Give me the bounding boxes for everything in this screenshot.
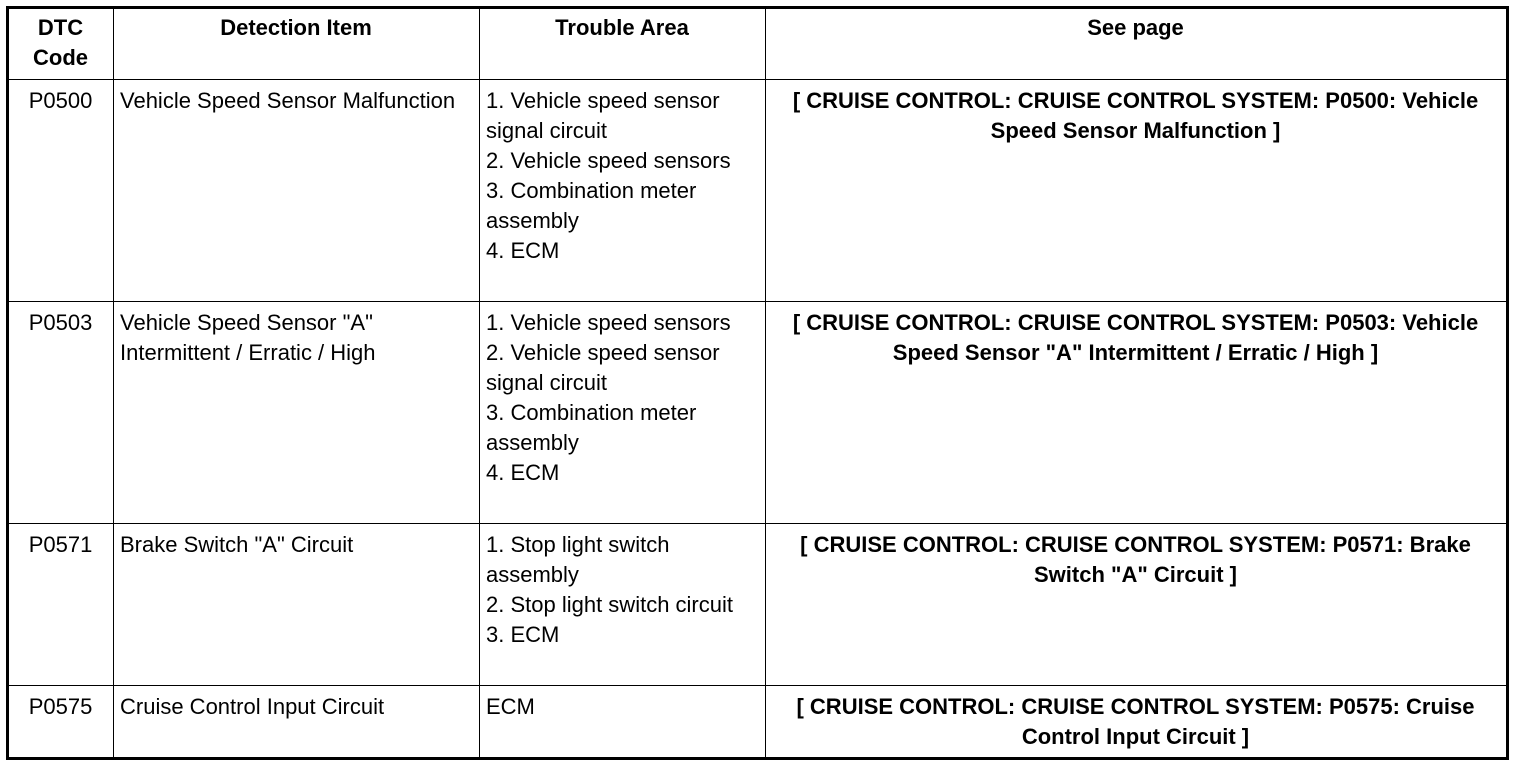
see-page-link[interactable]: [ CRUISE CONTROL: CRUISE CONTROL SYSTEM: P0500: Vehicle Speed Sensor Malfunction ] bbox=[792, 88, 1479, 143]
dtc-code-cell: P0500 bbox=[8, 80, 114, 302]
header-see-page: See page bbox=[766, 8, 1508, 80]
trouble-area-item: 1. Stop light switch assembly bbox=[486, 532, 670, 587]
detection-item-cell: Vehicle Speed Sensor Malfunction bbox=[114, 80, 480, 302]
trouble-area-item: 1. Vehicle speed sensors bbox=[486, 310, 731, 335]
dtc-code-cell: P0503 bbox=[8, 302, 114, 524]
header-row bbox=[8, 8, 1508, 80]
see-page-cell bbox=[766, 302, 1508, 524]
header-trouble-area: Trouble Area bbox=[480, 8, 766, 80]
table-row bbox=[8, 302, 1508, 524]
trouble-area-item: 3. Combination meter assembly bbox=[486, 178, 697, 233]
see-page-link[interactable]: [ CRUISE CONTROL: CRUISE CONTROL SYSTEM: P0575: Cruise Control Input Circuit ] bbox=[796, 694, 1475, 749]
trouble-area-item: 4. ECM bbox=[486, 460, 560, 485]
table-row bbox=[8, 80, 1508, 302]
detection-item-cell: Cruise Control Input Circuit bbox=[114, 686, 480, 759]
see-page-link[interactable]: [ CRUISE CONTROL: CRUISE CONTROL SYSTEM: P0571: Brake Switch "A" Circuit ] bbox=[800, 532, 1471, 587]
table-header bbox=[8, 8, 1508, 80]
trouble-area-item: 2. Stop light switch circuit bbox=[486, 592, 733, 617]
see-page-cell bbox=[766, 80, 1508, 302]
trouble-area-cell bbox=[480, 524, 766, 686]
see-page-cell bbox=[766, 686, 1508, 759]
trouble-area-cell bbox=[480, 302, 766, 524]
trouble-area-item: 4. ECM bbox=[486, 238, 560, 263]
trouble-area-item: 3. ECM bbox=[486, 622, 560, 647]
trouble-area-item: 1. Vehicle speed sensor signal circuit bbox=[486, 88, 720, 143]
trouble-area-item: 2. Vehicle speed sensor signal circuit bbox=[486, 340, 720, 395]
trouble-area-item: 2. Vehicle speed sensors bbox=[486, 148, 731, 173]
trouble-area-cell bbox=[480, 686, 766, 759]
see-page-link[interactable]: [ CRUISE CONTROL: CRUISE CONTROL SYSTEM: P0503: Vehicle Speed Sensor "A" Intermittent / Erratic / High ] bbox=[792, 310, 1479, 365]
detection-item-cell: Brake Switch "A" Circuit bbox=[114, 524, 480, 686]
dtc-table bbox=[6, 6, 1509, 760]
trouble-area-item: 3. Combination meter assembly bbox=[486, 400, 697, 455]
trouble-area-cell bbox=[480, 80, 766, 302]
header-dtc-code-label: DTC Code bbox=[33, 15, 88, 70]
dtc-code-cell: P0575 bbox=[8, 686, 114, 759]
header-dtc-code bbox=[8, 8, 114, 80]
dtc-code-cell: P0571 bbox=[8, 524, 114, 686]
table-row bbox=[8, 686, 1508, 759]
header-detection-item: Detection Item bbox=[114, 8, 480, 80]
detection-item-cell: Vehicle Speed Sensor "A" Intermittent / Erratic / High bbox=[114, 302, 480, 524]
table-body bbox=[8, 80, 1508, 759]
trouble-area-item: ECM bbox=[486, 694, 535, 719]
see-page-cell bbox=[766, 524, 1508, 686]
table-row bbox=[8, 524, 1508, 686]
